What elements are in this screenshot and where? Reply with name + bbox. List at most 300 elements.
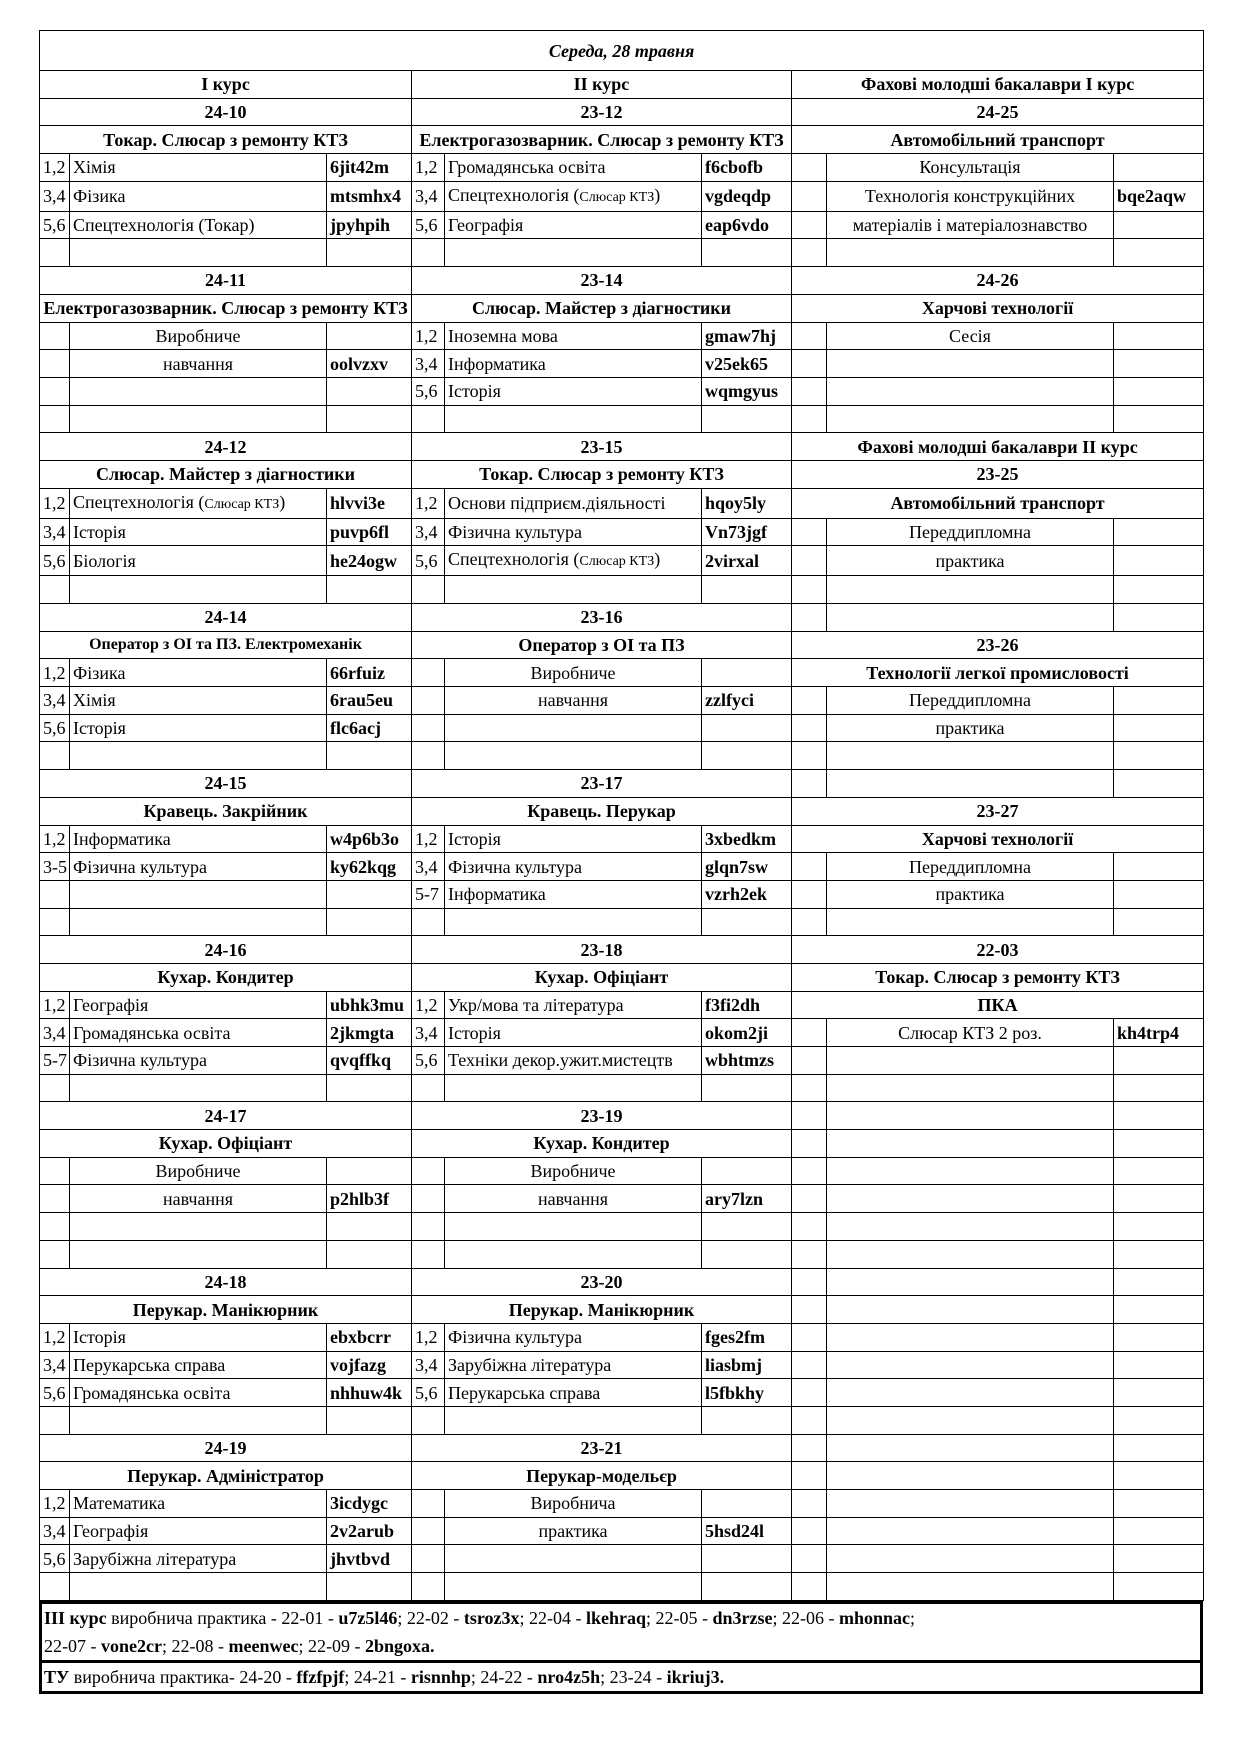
meeting-code[interactable]: 3icdygc — [327, 1490, 412, 1518]
lesson-pair-number: 3-5 — [40, 853, 70, 881]
empty-subject-cell — [827, 1185, 1114, 1213]
lesson-subject: Фізична культура — [70, 1047, 327, 1075]
specialty-title: Технології легкої промисловості — [792, 659, 1204, 687]
meeting-code[interactable]: flc6acj — [327, 714, 412, 742]
empty-subject-cell — [827, 604, 1114, 632]
meeting-code[interactable] — [1114, 546, 1204, 576]
meeting-code[interactable]: 2virxal — [702, 546, 792, 576]
meeting-code[interactable]: ky62kqg — [327, 853, 412, 881]
empty-num-cell — [412, 1213, 445, 1241]
schedule-row — [40, 1019, 1204, 1047]
lesson-pair-number: 3,4 — [40, 687, 70, 715]
schedule-row — [40, 1545, 1204, 1573]
subject-note: Слюсар КТЗ — [204, 496, 280, 512]
empty-code-cell — [1114, 1157, 1204, 1185]
empty-subject-cell — [827, 1323, 1114, 1351]
lesson-subject: Географія — [70, 1517, 327, 1545]
meeting-code[interactable]: oolvzxv — [327, 350, 412, 378]
group-code: 23-21 — [412, 1434, 792, 1462]
empty-subject-cell — [445, 1545, 702, 1573]
note-bold-text: dn3rzse — [712, 1607, 773, 1628]
meeting-code[interactable] — [702, 1490, 792, 1518]
empty-num-cell — [412, 908, 445, 936]
note-text: ; 22-05 - — [646, 1607, 713, 1628]
lesson-subject: Фізична культура — [70, 853, 327, 881]
empty-code-cell — [327, 1573, 412, 1601]
empty-subject-cell — [445, 1240, 702, 1268]
empty-code-cell — [702, 1074, 792, 1102]
lesson-subject: Переддипломна — [827, 687, 1114, 715]
meeting-code[interactable] — [702, 1157, 792, 1185]
schedule-row — [40, 154, 1204, 182]
specialty-title: Кравець. Перукар — [412, 797, 792, 825]
empty-code-cell — [1114, 1517, 1204, 1545]
note-text: виробнича практика - 22-01 - — [106, 1607, 339, 1628]
lesson-pair-number — [40, 322, 70, 350]
empty-code-cell — [702, 239, 792, 267]
meeting-code[interactable]: he24ogw — [327, 546, 412, 576]
lesson-pair-number — [412, 1157, 445, 1185]
schedule-row — [40, 239, 1204, 267]
lesson-pair-number — [40, 1157, 70, 1185]
lesson-pair-number: 3,4 — [412, 1351, 445, 1379]
schedule-row — [40, 853, 1204, 881]
schedule-row — [40, 181, 1204, 211]
lesson-subject: Спецтехнологія (Токар) — [70, 211, 327, 239]
empty-num-cell — [40, 405, 70, 433]
lesson-subject: Історія — [70, 518, 327, 546]
empty-num-cell — [412, 405, 445, 433]
group-code: 23-16 — [412, 604, 792, 632]
lesson-subject — [445, 546, 702, 576]
lesson-pair-number — [412, 1185, 445, 1213]
empty-subject-cell — [445, 714, 702, 742]
empty-num-cell — [412, 1545, 445, 1573]
subject-text: Спецтехнологія ( — [73, 491, 205, 512]
meeting-code[interactable]: l5fbkhy — [702, 1379, 792, 1407]
lesson-pair-number: 5-7 — [40, 1047, 70, 1075]
empty-subject-cell — [827, 405, 1114, 433]
lesson-pair-number: 5,6 — [412, 546, 445, 576]
schedule-row — [40, 1323, 1204, 1351]
meeting-code[interactable]: w4p6b3o — [327, 825, 412, 853]
lesson-subject: Технологія конструкційних — [827, 181, 1114, 211]
meeting-code[interactable]: 2jkmgta — [327, 1019, 412, 1047]
lesson-pair-number: 1,2 — [40, 991, 70, 1019]
practice-note-line — [42, 1632, 1200, 1660]
schedule-row — [40, 405, 1204, 433]
group-code: 24-25 — [792, 98, 1204, 126]
schedule-row — [40, 1573, 1204, 1601]
lesson-pair-number: 1,2 — [412, 322, 445, 350]
empty-subject-cell — [70, 880, 327, 908]
schedule-row — [40, 770, 1204, 798]
empty-subject-cell — [70, 1213, 327, 1241]
meeting-code[interactable]: ebxbcrr — [327, 1323, 412, 1351]
group-code: 23-26 — [792, 631, 1204, 659]
lesson-pair-number: 5,6 — [40, 1545, 70, 1573]
empty-num-cell — [40, 377, 70, 405]
meeting-code[interactable]: hlvvi3e — [327, 488, 412, 518]
empty-code-cell — [1114, 239, 1204, 267]
schedule-row — [40, 1462, 1204, 1490]
empty-subject-cell — [827, 1462, 1114, 1490]
lesson-pair-number: 3,4 — [412, 181, 445, 211]
meeting-code[interactable]: glqn7sw — [702, 853, 792, 881]
lesson-pair-number — [792, 687, 827, 715]
lesson-pair-number: 1,2 — [40, 1323, 70, 1351]
group-code: 23-19 — [412, 1102, 792, 1130]
schedule-row — [40, 1490, 1204, 1518]
lesson-pair-number — [40, 350, 70, 378]
lesson-pair-number: 5,6 — [412, 211, 445, 239]
meeting-code[interactable]: gmaw7hj — [702, 322, 792, 350]
empty-num-cell — [792, 1157, 827, 1185]
meeting-code[interactable]: vzrh2ek — [702, 880, 792, 908]
note-text: виробнича практика- 24-20 - — [69, 1666, 297, 1687]
lesson-pair-number — [792, 1019, 827, 1047]
subject-text: Спецтехнологія ( — [448, 184, 580, 205]
schedule-row — [40, 991, 1204, 1019]
lesson-pair-number: 1,2 — [40, 1490, 70, 1518]
lesson-subject: Громадянська освіта — [445, 154, 702, 182]
specialty-title: Оператор з ОІ та ПЗ — [412, 631, 792, 659]
empty-subject-cell — [827, 1047, 1114, 1075]
empty-num-cell — [40, 239, 70, 267]
note-bold-text: u7z5l46 — [338, 1607, 398, 1628]
subject-tail: ) — [279, 491, 286, 512]
meeting-code[interactable]: liasbmj — [702, 1351, 792, 1379]
meeting-code[interactable] — [1114, 880, 1204, 908]
note-text: ; 22-08 - — [161, 1635, 229, 1656]
empty-code-cell — [702, 1545, 792, 1573]
practice-note-line — [42, 1660, 1200, 1691]
schedule-row — [40, 294, 1204, 322]
lesson-pair-number: 3,4 — [40, 1517, 70, 1545]
lesson-subject: Основи підприєм.діяльності — [445, 488, 702, 518]
empty-code-cell — [1114, 1102, 1204, 1130]
empty-num-cell — [792, 742, 827, 770]
empty-subject-cell — [827, 1490, 1114, 1518]
meeting-code[interactable]: wbhtmzs — [702, 1047, 792, 1075]
empty-subject-cell — [827, 1434, 1114, 1462]
empty-subject-cell — [827, 1545, 1114, 1573]
meeting-code[interactable]: eap6vdo — [702, 211, 792, 239]
empty-code-cell — [702, 714, 792, 742]
meeting-code[interactable]: f3fi2dh — [702, 991, 792, 1019]
schedule-row — [40, 880, 1204, 908]
empty-subject-cell — [827, 377, 1114, 405]
empty-code-cell — [1114, 1490, 1204, 1518]
empty-num-cell — [412, 714, 445, 742]
meeting-code[interactable] — [1114, 154, 1204, 182]
empty-num-cell — [792, 1185, 827, 1213]
empty-num-cell — [792, 239, 827, 267]
lesson-pair-number: 3,4 — [412, 350, 445, 378]
schedule-row — [40, 576, 1204, 604]
lesson-subject: практика — [827, 880, 1114, 908]
empty-code-cell — [1114, 350, 1204, 378]
schedule-row — [40, 211, 1204, 239]
lesson-subject: Сесія — [827, 322, 1114, 350]
meeting-code[interactable]: fges2fm — [702, 1323, 792, 1351]
note-bold-text: nro4z5h — [537, 1666, 601, 1687]
lesson-subject: практика — [445, 1517, 702, 1545]
empty-num-cell — [40, 1213, 70, 1241]
meeting-code[interactable] — [1114, 853, 1204, 881]
empty-code-cell — [1114, 1130, 1204, 1158]
meeting-code[interactable]: okom2ji — [702, 1019, 792, 1047]
empty-code-cell — [1114, 1434, 1204, 1462]
empty-subject-cell — [445, 1074, 702, 1102]
specialty-title: Токар. Слюсар з ремонту КТЗ — [792, 963, 1204, 991]
empty-num-cell — [40, 1573, 70, 1601]
schedule-row — [40, 1434, 1204, 1462]
meeting-code[interactable]: Vn73jgf — [702, 518, 792, 546]
meeting-code[interactable] — [1114, 211, 1204, 239]
meeting-code[interactable]: 66rfuiz — [327, 659, 412, 687]
empty-num-cell — [792, 1268, 827, 1296]
schedule-row — [40, 1406, 1204, 1434]
specialty-title: Перукар. Адміністратор — [40, 1462, 412, 1490]
note-text: 22-07 - — [44, 1635, 101, 1656]
course-header-1: I курс — [40, 71, 412, 99]
lesson-subject: Слюсар КТЗ 2 роз. — [827, 1019, 1114, 1047]
empty-subject-cell — [70, 1573, 327, 1601]
empty-code-cell — [1114, 1379, 1204, 1407]
schedule-row — [40, 797, 1204, 825]
meeting-code[interactable]: kh4trp4 — [1114, 1019, 1204, 1047]
empty-num-cell — [40, 880, 70, 908]
lesson-pair-number: 5,6 — [412, 1047, 445, 1075]
course-header-row — [40, 71, 1204, 99]
empty-code-cell — [1114, 770, 1204, 798]
specialty-title: Перукар. Манікюрник — [412, 1296, 792, 1324]
lesson-subject: Перукарська справа — [445, 1379, 702, 1407]
meeting-code[interactable] — [1114, 687, 1204, 715]
meeting-code[interactable] — [327, 1157, 412, 1185]
schedule-row — [40, 98, 1204, 126]
lesson-subject: Біологія — [70, 546, 327, 576]
empty-code-cell — [1114, 1573, 1204, 1601]
group-code: 24-26 — [792, 267, 1204, 295]
specialty-title: ПКА — [792, 991, 1204, 1019]
group-code: 23-18 — [412, 936, 792, 964]
lesson-subject: Виробниче — [70, 322, 327, 350]
lesson-subject: Виробниче — [445, 659, 702, 687]
empty-num-cell — [412, 239, 445, 267]
empty-code-cell — [702, 1213, 792, 1241]
lesson-pair-number: 5,6 — [412, 377, 445, 405]
subject-note: Слюсар КТЗ — [579, 189, 655, 205]
empty-num-cell — [792, 770, 827, 798]
empty-num-cell — [412, 1074, 445, 1102]
schedule-row — [40, 377, 1204, 405]
course-header-2: II курс — [412, 71, 792, 99]
empty-subject-cell — [70, 377, 327, 405]
empty-num-cell — [412, 1573, 445, 1601]
meeting-code[interactable]: 3xbedkm — [702, 825, 792, 853]
lesson-subject: навчання — [445, 1185, 702, 1213]
lesson-subject: Фізична культура — [445, 1323, 702, 1351]
empty-code-cell — [1114, 1406, 1204, 1434]
empty-subject-cell — [827, 239, 1114, 267]
lesson-subject: Консультація — [827, 154, 1114, 182]
empty-code-cell — [702, 576, 792, 604]
empty-num-cell — [792, 1130, 827, 1158]
lesson-pair-number: 3,4 — [40, 1019, 70, 1047]
meeting-code[interactable]: vgdeqdp — [702, 181, 792, 211]
empty-subject-cell — [70, 405, 327, 433]
empty-num-cell — [792, 1074, 827, 1102]
lesson-pair-number — [792, 518, 827, 546]
empty-num-cell — [792, 576, 827, 604]
lesson-pair-number — [792, 714, 827, 742]
specialty-title: Кравець. Закрійник — [40, 797, 412, 825]
meeting-code[interactable]: 2v2arub — [327, 1517, 412, 1545]
meeting-code[interactable]: hqoy5ly — [702, 488, 792, 518]
subject-tail: ) — [654, 184, 661, 205]
schedule-row — [40, 825, 1204, 853]
lesson-subject: Географія — [445, 211, 702, 239]
meeting-code[interactable]: jhvtbvd — [327, 1545, 412, 1573]
specialty-title: Харчові технології — [792, 294, 1204, 322]
course-header-3: Фахові молодші бакалаври I курс — [792, 71, 1204, 99]
note-bold-text: 2bngoxa. — [364, 1635, 435, 1656]
group-code: 24-11 — [40, 267, 412, 295]
lesson-subject: навчання — [70, 350, 327, 378]
empty-code-cell — [1114, 1047, 1204, 1075]
meeting-code[interactable]: 6rau5eu — [327, 687, 412, 715]
group-code: 23-25 — [792, 460, 1204, 488]
lesson-subject: Інформатика — [445, 350, 702, 378]
empty-num-cell — [792, 908, 827, 936]
empty-code-cell — [1114, 1074, 1204, 1102]
empty-subject-cell — [827, 576, 1114, 604]
lesson-subject: Географія — [70, 991, 327, 1019]
empty-subject-cell — [70, 742, 327, 770]
lesson-pair-number: 3,4 — [40, 1351, 70, 1379]
schedule-row — [40, 742, 1204, 770]
schedule-row — [40, 1268, 1204, 1296]
empty-num-cell — [412, 1406, 445, 1434]
empty-num-cell — [40, 908, 70, 936]
schedule-row — [40, 1379, 1204, 1407]
empty-code-cell — [1114, 1213, 1204, 1241]
empty-num-cell — [792, 350, 827, 378]
meeting-code[interactable]: bqe2aqw — [1114, 181, 1204, 211]
meeting-code[interactable]: p2hlb3f — [327, 1185, 412, 1213]
specialty-title: Автомобільний транспорт — [792, 126, 1204, 154]
lesson-subject: навчання — [70, 1185, 327, 1213]
specialty-title: Перукар-модельєр — [412, 1462, 792, 1490]
specialty-title: Харчові технології — [792, 825, 1204, 853]
lesson-pair-number: 3,4 — [40, 181, 70, 211]
empty-code-cell — [1114, 377, 1204, 405]
empty-num-cell — [40, 1406, 70, 1434]
empty-code-cell — [1114, 405, 1204, 433]
meeting-code[interactable]: 5hsd24l — [702, 1517, 792, 1545]
meeting-code[interactable]: zzlfyci — [702, 687, 792, 715]
meeting-code[interactable]: qvqffkq — [327, 1047, 412, 1075]
empty-num-cell — [792, 377, 827, 405]
meeting-code[interactable]: wqmgyus — [702, 377, 792, 405]
meeting-code[interactable]: ary7lzn — [702, 1185, 792, 1213]
lesson-pair-number — [412, 1490, 445, 1518]
schedule-row — [40, 936, 1204, 964]
empty-num-cell — [792, 1047, 827, 1075]
schedule-row — [40, 1102, 1204, 1130]
lesson-pair-number: 1,2 — [412, 825, 445, 853]
lesson-pair-number: 5,6 — [40, 1379, 70, 1407]
note-text: ; 23-24 - — [600, 1666, 667, 1687]
meeting-code[interactable]: 6jit42m — [327, 154, 412, 182]
meeting-code[interactable]: ubhk3mu — [327, 991, 412, 1019]
group-code: 23-14 — [412, 267, 792, 295]
lesson-pair-number: 1,2 — [412, 1323, 445, 1351]
empty-subject-cell — [445, 1406, 702, 1434]
empty-subject-cell — [70, 239, 327, 267]
empty-num-cell — [792, 1517, 827, 1545]
empty-code-cell — [1114, 1462, 1204, 1490]
meeting-code[interactable]: v25ek65 — [702, 350, 792, 378]
empty-code-cell — [702, 1573, 792, 1601]
empty-code-cell — [327, 1240, 412, 1268]
meeting-code[interactable]: jpyhpih — [327, 211, 412, 239]
meeting-code[interactable] — [327, 322, 412, 350]
meeting-code[interactable]: nhhuw4k — [327, 1379, 412, 1407]
lesson-subject: Історія — [445, 377, 702, 405]
schedule-row — [40, 659, 1204, 687]
meeting-code[interactable] — [1114, 518, 1204, 546]
meeting-code[interactable] — [1114, 322, 1204, 350]
lesson-pair-number — [412, 1517, 445, 1545]
empty-num-cell — [792, 1240, 827, 1268]
empty-subject-cell — [827, 1379, 1114, 1407]
lesson-subject: Хімія — [70, 687, 327, 715]
meeting-code[interactable] — [1114, 714, 1204, 742]
schedule-row — [40, 1074, 1204, 1102]
lesson-subject: Історія — [445, 825, 702, 853]
meeting-code[interactable] — [702, 659, 792, 687]
empty-num-cell — [792, 1462, 827, 1490]
lesson-pair-number: 5,6 — [40, 714, 70, 742]
empty-subject-cell — [827, 1130, 1114, 1158]
meeting-code[interactable]: puvp6fl — [327, 518, 412, 546]
group-code: 22-03 — [792, 936, 1204, 964]
schedule-row — [40, 1351, 1204, 1379]
meeting-code[interactable]: f6cbofb — [702, 154, 792, 182]
empty-num-cell — [40, 576, 70, 604]
meeting-code[interactable]: vojfazg — [327, 1351, 412, 1379]
specialty-title: Автомобільний транспорт — [792, 488, 1204, 518]
schedule-row — [40, 1130, 1204, 1158]
empty-num-cell — [792, 1351, 827, 1379]
note-text: ; — [910, 1607, 916, 1628]
lesson-pair-number: 1,2 — [412, 154, 445, 182]
note-bold-text: ffzfpjf — [296, 1666, 345, 1687]
group-code: Фахові молодші бакалаври II курс — [792, 433, 1204, 461]
empty-num-cell — [792, 1296, 827, 1324]
meeting-code[interactable]: mtsmhx4 — [327, 181, 412, 211]
subject-tail: ) — [654, 549, 661, 570]
lesson-pair-number — [792, 546, 827, 576]
empty-code-cell — [327, 1074, 412, 1102]
note-bold-text: tsroz3x — [463, 1607, 520, 1628]
schedule-table — [39, 30, 1204, 1601]
lesson-pair-number — [412, 687, 445, 715]
lesson-pair-number: 5,6 — [40, 546, 70, 576]
